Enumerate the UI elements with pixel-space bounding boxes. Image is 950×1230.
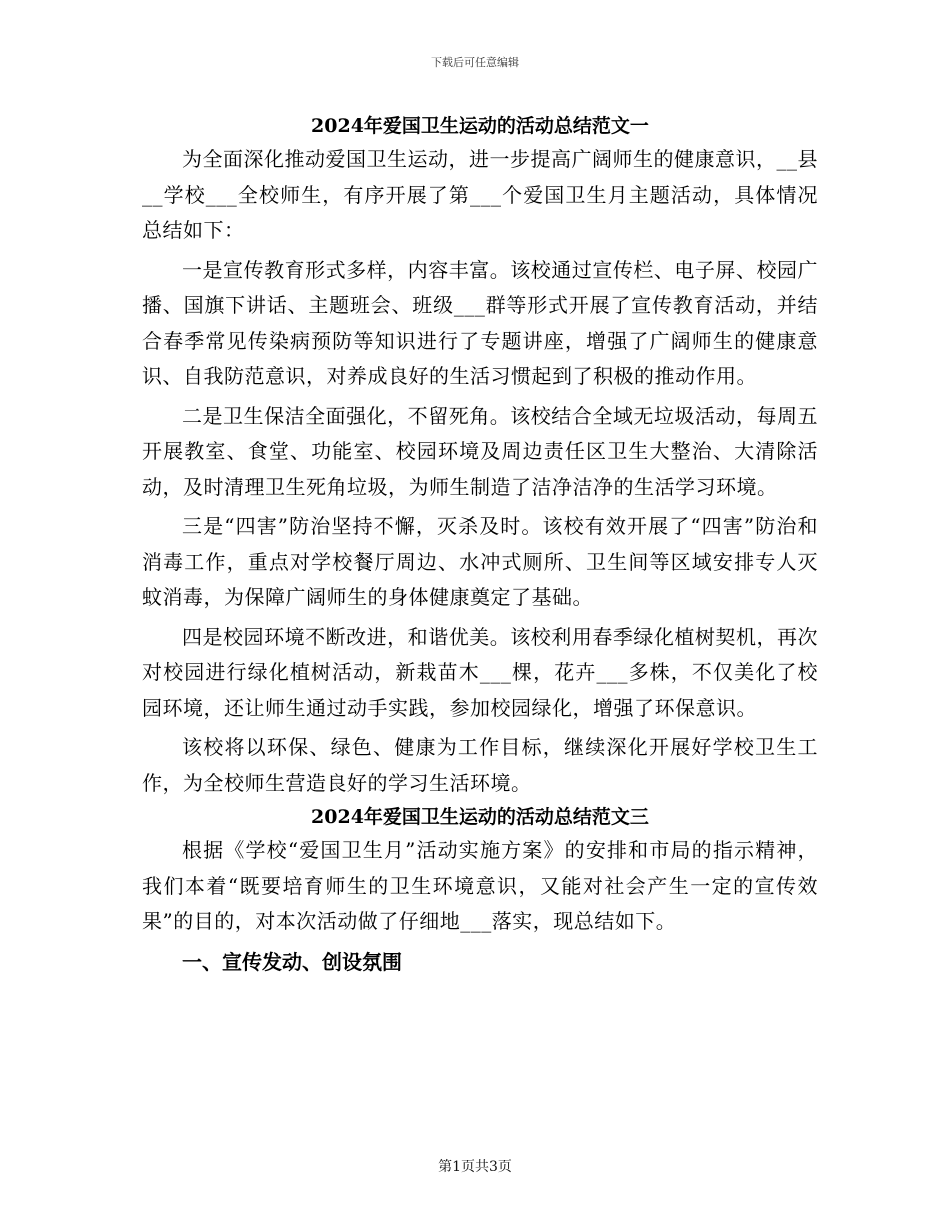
page-footer: 第1页共3页: [438, 1159, 512, 1175]
paragraph-point-3: 三是“四害”防治坚持不懈，灭杀及时。该校有效开展了“四害”防治和消毒工作，重点对学校餐厅周边、水冲式厕所、卫生间等区域安排专人灭蚊消毒，为保障广阔师生的身体健康奠定了基础。: [142, 514, 818, 609]
document-body: [142, 110, 818, 984]
paragraph-section-intro: 根据《学校“爱国卫生月”活动实施方案》的安排和市局的指示精神，我们本着“既要培育师生的卫生环境意识，又能对社会产生一定的宣传效果”的目的，对本次活动做了仔细地___落实，现总结如下。: [142, 838, 818, 933]
document-title-2: 2024年爱国卫生运动的活动总结范文三: [311, 806, 649, 828]
paragraph-intro: 为全面深化推动爱国卫生运动，进一步提高广阔师生的健康意识，__县__学校___全校师生，有序开展了第___个爱国卫生月主题活动，具体情况总结如下：: [142, 147, 818, 242]
paragraph-point-2: 二是卫生保洁全面强化，不留死角。该校结合全域无垃圾活动，每周五开展教室、食堂、功能室、校园环境及周边责任区卫生大整治、大清除活动，及时清理卫生死角垃圾，为师生制造了洁净洁净的生活学习环境。: [142, 403, 818, 499]
section-heading: 一、宣传发动、创设氛围: [182, 949, 402, 974]
document-title-1: 2024年爱国卫生运动的活动总结范文一: [311, 115, 649, 137]
page-header: 下载后可任意编辑: [431, 56, 519, 69]
paragraph-point-4: 四是校园环境不断改进，和谐优美。该校利用春季绿化植树契机，再次对校园进行绿化植树活动，新栽苗木___棵，花卉___多株，不仅美化了校园环境，还让师生通过动手实践，参加校园绿化，增强了环保意识。: [142, 624, 818, 720]
paragraph-point-1: 一是宣传教育形式多样，内容丰富。该校通过宣传栏、电子屏、校园广播、国旗下讲话、主题班会、班级___群等形式开展了宣传教育活动，并结合春季常见传染病预防等知识进行了专题讲座，增强了广阔师生的健康意识、自我防范意识，对养成良好的生活习惯起到了积极的推动作用。: [142, 257, 818, 388]
paragraph-conclusion: 该校将以环保、绿色、健康为工作目标，继续深化开展好学校卫生工作，为全校师生营造良好的学习生活环境。: [142, 735, 818, 795]
